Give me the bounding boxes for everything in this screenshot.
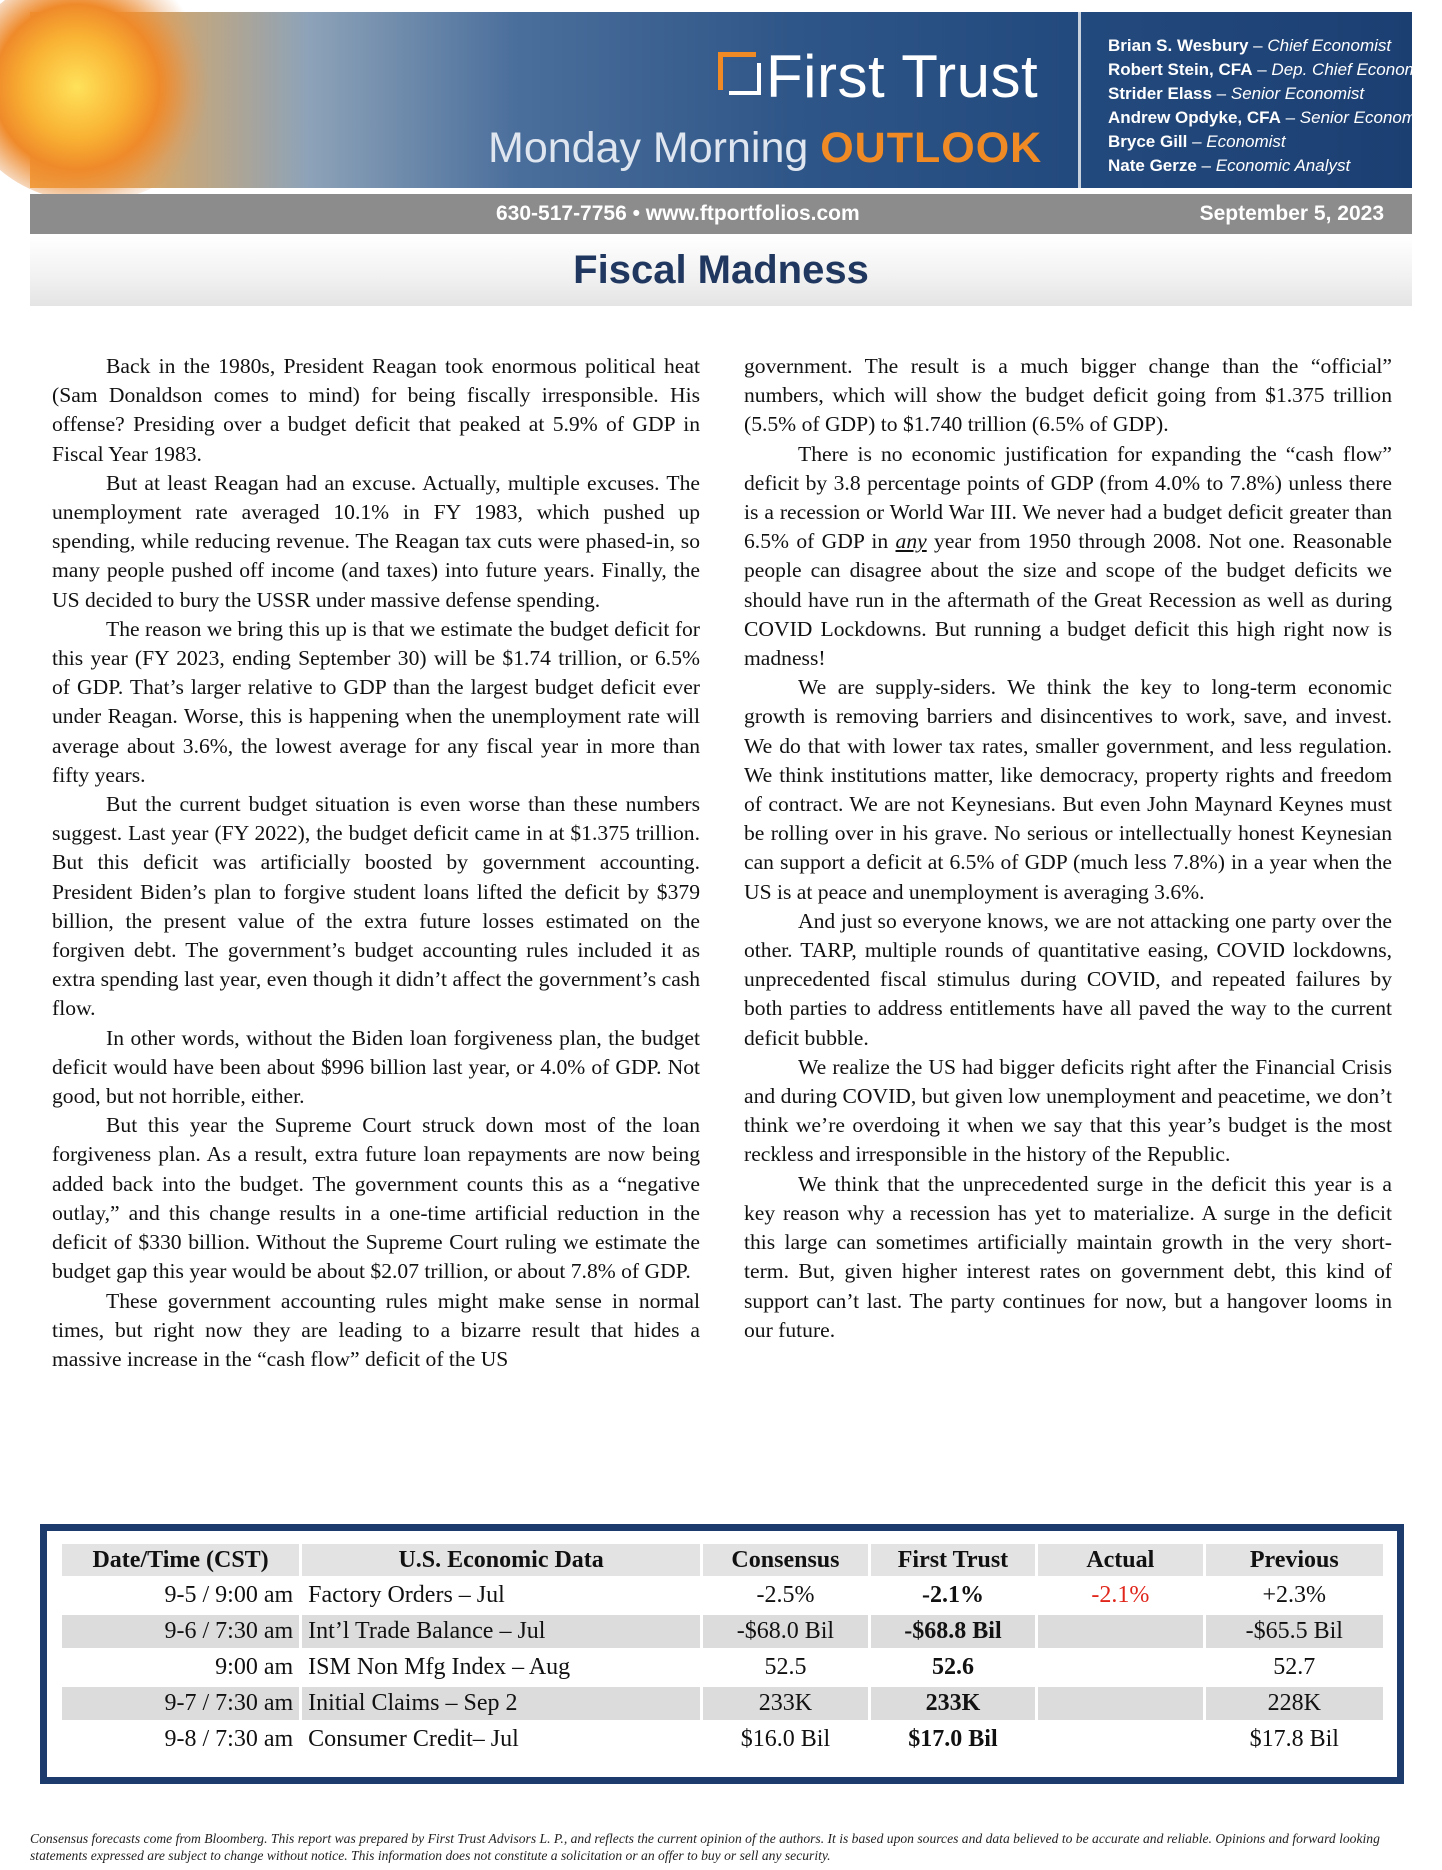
column-header: U.S. Economic Data xyxy=(302,1544,700,1576)
table-header-row xyxy=(62,1544,1383,1576)
staff-name: Nate Gerze xyxy=(1108,156,1197,175)
staff-title: Senior Economist xyxy=(1230,84,1365,103)
paragraph: In other words, without the Biden loan forgiveness plan, the budget deficit would have been about $996 billion last year, or 4.0% of GDP. Not good, but not horrible, either. xyxy=(52,1025,700,1109)
first-trust-logo-icon xyxy=(718,52,756,90)
cell-consensus: -2.5% xyxy=(756,1582,815,1608)
staff-name: Bryce Gill xyxy=(1108,132,1188,151)
paragraph: And just so everyone knows, we are not attacking one party over the other. TARP, multiple rounds of quantitative easing, COVID lockdowns, unprecedented fiscal stimulus during COVID, and repeated failures by both parties to address entitlements have all paved the way to the current deficit bubble. xyxy=(744,908,1392,1050)
staff-item xyxy=(1108,34,1436,58)
staff-item xyxy=(1108,82,1436,106)
header-divider xyxy=(1078,12,1081,188)
column-header: Actual xyxy=(1038,1544,1202,1576)
paragraph: These government accounting rules might make sense in normal times, but right now they are leading to a bizarre result that hides a massive increase in the “cash flow” deficit of the US xyxy=(52,1288,700,1371)
staff-separator: – xyxy=(1196,156,1216,175)
paragraph: government. The result is a much bigger change than the “official” numbers, which will show the budget deficit going from $1.375 trillion (5.5% of GDP) to $1.740 trillion (6.5% of GDP). xyxy=(744,354,1392,437)
cell-first-trust: 52.6 xyxy=(931,1654,974,1680)
column-header: Consensus xyxy=(703,1544,868,1576)
cell-previous: $17.8 Bil xyxy=(1249,1726,1339,1752)
paragraph xyxy=(744,440,1392,674)
cell-datetime: 9-7 / 7:30 am xyxy=(62,1687,299,1720)
staff-separator: – xyxy=(1211,84,1231,103)
staff-separator: – xyxy=(1248,36,1268,55)
cell-first-trust: 233K xyxy=(871,1687,1035,1720)
paragraph: But at least Reagan had an excuse. Actually, multiple excuses. The unemployment rate averaged 10.1% in FY 1983, which pushed up spending, while reducing revenue. The Reagan tax cuts were phased-in, so many people pushed off income (and taxes) into future years. Finally, the US decided to bury the USSR under massive defense spending. xyxy=(52,470,700,612)
staff-title: Economic Analyst xyxy=(1215,156,1351,175)
column-header: First Trust xyxy=(871,1544,1035,1576)
cell-consensus: 52.5 xyxy=(764,1654,807,1680)
article-left-column xyxy=(52,352,700,1374)
disclaimer: Consensus forecasts come from Bloomberg. This report was prepared by First Trust Advisors L. P., and reflects the current opinion of the authors. It is based upon sources and data believed to be accurate and reliable. Opinions and forward looking statements expressed are subject to change without notice. This information does not constitute a solicitation or an offer to buy or sell any security. xyxy=(30,1831,1380,1863)
staff-name: Strider Elass xyxy=(1108,84,1212,103)
staff-separator: – xyxy=(1187,132,1207,151)
article-title: Fiscal Madness xyxy=(573,248,869,292)
cell-indicator: Consumer Credit– Jul xyxy=(308,1726,519,1752)
economic-calendar xyxy=(40,1524,1404,1784)
cell-datetime: 9-8 / 7:30 am xyxy=(164,1726,294,1752)
column-header: Previous xyxy=(1206,1544,1383,1576)
cell-first-trust: -$68.8 Bil xyxy=(871,1615,1035,1648)
cell-previous: 52.7 xyxy=(1273,1654,1316,1680)
publication-title-accent: OUTLOOK xyxy=(820,124,1043,172)
cell-previous: +2.3% xyxy=(1262,1582,1327,1608)
table-row xyxy=(62,1651,1383,1684)
contact-bar xyxy=(30,194,1412,234)
staff-item xyxy=(1108,106,1436,130)
staff-name: Andrew Opdyke, CFA xyxy=(1108,108,1281,127)
paragraph: The reason we bring this up is that we estimate the budget deficit for this year (FY 2023, ending September 30) will be $1.74 trillion, or 6.5% of GDP. That’s larger relative to GDP than the largest budget deficit ever under Reagan. Worse, this is happening when the unemployment rate will average about 3.6%, the lowest average for any fiscal year in more than fifty years. xyxy=(52,616,700,787)
article-right-column xyxy=(744,352,1392,1345)
staff-separator: – xyxy=(1252,60,1272,79)
staff-list xyxy=(1108,34,1436,178)
paragraph: We realize the US had bigger deficits right after the Financial Crisis and during COVID, but given low unemployment and peacetime, we don’t think we’re overdoing it when we say that this year’s budget is the most reckless and irresponsible in the history of the Republic. xyxy=(744,1054,1392,1167)
cell-indicator: Initial Claims – Sep 2 xyxy=(302,1687,700,1720)
staff-name: Brian S. Wesbury xyxy=(1108,36,1249,55)
cell-actual xyxy=(1038,1723,1202,1756)
staff-item xyxy=(1108,154,1436,178)
cell-actual xyxy=(1038,1651,1202,1684)
cell-consensus: -$68.0 Bil xyxy=(703,1615,868,1648)
cell-indicator: Int’l Trade Balance – Jul xyxy=(302,1615,700,1648)
staff-title: Chief Economist xyxy=(1267,36,1392,55)
cell-first-trust: -2.1% xyxy=(921,1582,984,1608)
staff-item xyxy=(1108,58,1436,82)
staff-title: Dep. Chief Economist xyxy=(1271,60,1436,79)
economic-data-table xyxy=(59,1541,1386,1759)
cell-previous: 228K xyxy=(1206,1687,1383,1720)
title-band xyxy=(30,236,1412,306)
paragraph: We think that the unprecedented surge in the deficit this year is a key reason why a recession has yet to materialize. A surge in the deficit this large can sometimes artificially maintain growth in the very short-term. But, given higher interest rates on government debt, this kind of support can’t last. The party continues for now, but a hangover looms in our future. xyxy=(744,1171,1392,1342)
cell-indicator: Factory Orders – Jul xyxy=(308,1582,505,1608)
publication-title xyxy=(488,124,1042,173)
staff-title: Senior Economist xyxy=(1299,108,1434,127)
publication-title-main: Monday Morning xyxy=(488,124,821,172)
cell-consensus: 233K xyxy=(703,1687,868,1720)
masthead xyxy=(30,12,1436,188)
paragraph: But this year the Supreme Court struck down most of the loan forgiveness plan. As a result, extra future loan repayments are now being added back into the budget. The government counts this as a “negative outlay,” and this change results in a one-time artificial reduction in the deficit of $330 billion. Without the Supreme Court ruling we estimate the budget gap this year would be about $2.07 trillion, or about 7.8% of GDP. xyxy=(52,1113,700,1284)
table-row xyxy=(62,1723,1383,1756)
emphasis-text: any xyxy=(895,529,927,554)
cell-actual xyxy=(1038,1687,1202,1720)
paragraph: Back in the 1980s, President Reagan took enormous political heat (Sam Donaldson comes to mind) for being fiscally irresponsible. His offense? Presiding over a budget deficit that peaked at 5.9% of GDP in Fiscal Year 1983. xyxy=(52,354,700,466)
contact-info: 630-517-7756 • www.ftportfolios.com xyxy=(496,202,860,225)
table-row xyxy=(62,1579,1383,1612)
table-row xyxy=(62,1687,1383,1720)
publication-date: September 5, 2023 xyxy=(1199,202,1384,225)
cell-datetime: 9-5 / 9:00 am xyxy=(164,1582,294,1608)
paragraph-text: year from 1950 through 2008. Not one. Reasonable people can disagree about the size and scope of the budget deficits we should have run in the aftermath of the Great Recession as well as during COVID Lockdowns. But running a budget deficit this high right now is madness! xyxy=(744,529,1392,671)
cell-first-trust: $17.0 Bil xyxy=(908,1726,998,1752)
staff-title: Economist xyxy=(1206,132,1286,151)
cell-actual xyxy=(1038,1615,1202,1648)
staff-item xyxy=(1108,130,1436,154)
cell-consensus: $16.0 Bil xyxy=(740,1726,831,1752)
sunburst-graphic xyxy=(0,0,220,202)
staff-name: Robert Stein, CFA xyxy=(1108,60,1253,79)
cell-previous: -$65.5 Bil xyxy=(1206,1615,1383,1648)
paragraph: We are supply-siders. We think the key to long-term economic growth is removing barriers and disincentives to work, save, and invest. We do that with lower tax rates, smaller government, and less regulation. We think institutions matter, like democracy, property rights and freedom of contract. We are not Keynesians. But even John Maynard Keynes must be rolling over in his grave. No serious or intellectually honest Keynesian can support a deficit at 6.5% of GDP (much less 7.8%) in a year when the US is at peace and unemployment is averaging 3.6%. xyxy=(744,675,1392,904)
cell-actual: -2.1% xyxy=(1091,1582,1150,1608)
brand-name: First Trust xyxy=(766,43,1039,110)
cell-datetime: 9-6 / 7:30 am xyxy=(62,1615,299,1648)
table-row xyxy=(62,1615,1383,1648)
paragraph: But the current budget situation is even worse than these numbers suggest. Last year (FY 2022), the budget deficit came in at $1.375 trillion. But this deficit was artificially boosted by government accounting. President Biden’s plan to forgive student loans lifted the deficit by $379 billion, the present value of the extra future losses estimated on the forgiven debt. The government’s budget accounting rules included it as extra spending last year, even though it didn’t affect the government’s cash flow. xyxy=(52,792,700,1021)
paragraph-text: There is no economic justification for expanding the “cash flow” deficit by 3.8 percentage points of GDP (from 4.0% to 7.8%) unless there is a recession or World War III. We never had a budget deficit greater than 6.5% of GDP in xyxy=(744,441,1392,554)
staff-separator: – xyxy=(1280,108,1300,127)
cell-datetime: 9:00 am xyxy=(215,1654,294,1680)
cell-indicator: ISM Non Mfg Index – Aug xyxy=(308,1654,571,1680)
column-header: Date/Time (CST) xyxy=(62,1544,299,1576)
